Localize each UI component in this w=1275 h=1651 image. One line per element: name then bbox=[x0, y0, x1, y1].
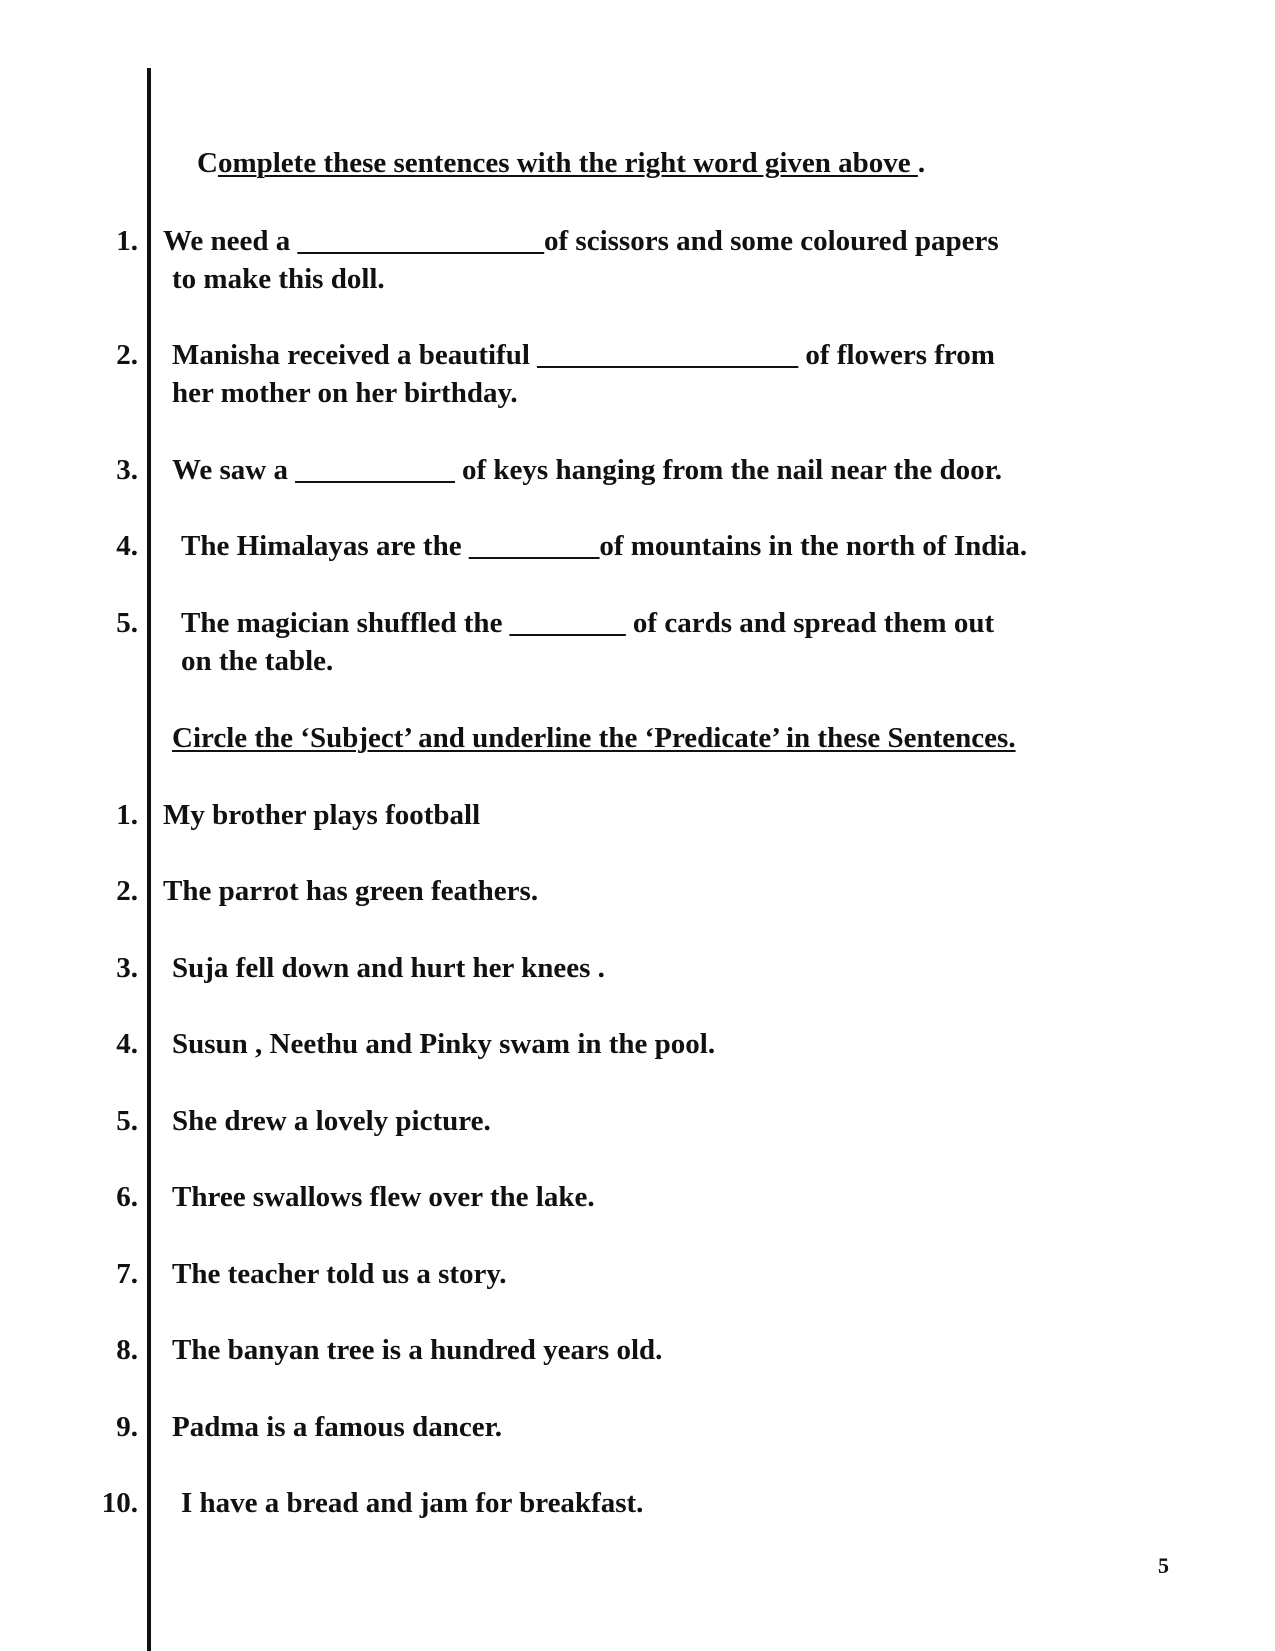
s2-item-text: I have a bread and jam for breakfast. bbox=[181, 1487, 644, 1519]
s1-item-line1: The magician shuffled the ________ of cards and spread them out bbox=[181, 607, 995, 639]
s2-item-text: The banyan tree is a hundred years old. bbox=[172, 1334, 663, 1366]
section2-heading-text: Circle the ‘Subject’ and underline the ‘Predicate’ in these Sentences. bbox=[172, 722, 1016, 754]
s1-item-number: 5. bbox=[116, 607, 138, 639]
s1-item-line1: We need a _________________of scissors and some coloured papers bbox=[163, 225, 999, 257]
s1-item-number: 1. bbox=[116, 225, 138, 257]
s2-item-text: Susun , Neethu and Pinky swam in the pool. bbox=[172, 1028, 716, 1060]
s2-item-number: 1. bbox=[116, 799, 138, 831]
s2-item-number: 6. bbox=[116, 1181, 138, 1213]
s2-item-number: 3. bbox=[116, 952, 138, 984]
section2-heading bbox=[172, 721, 1016, 755]
s1-item-line2: her mother on her birthday. bbox=[172, 377, 518, 409]
s2-item-number: 10. bbox=[101, 1487, 138, 1519]
s1-item-line2: on the table. bbox=[181, 645, 334, 677]
s1-item-line1: The Himalayas are the _________of mountains in the north of India. bbox=[181, 530, 1028, 562]
section1-heading-first-letter: C bbox=[197, 147, 218, 179]
section1-heading bbox=[197, 146, 925, 180]
s2-item-text: Three swallows flew over the lake. bbox=[172, 1181, 595, 1213]
s1-item-line2: to make this doll. bbox=[172, 263, 385, 295]
s2-item-number: 9. bbox=[116, 1411, 138, 1443]
s1-item-number: 4. bbox=[116, 530, 138, 562]
s1-item-line1: We saw a ___________ of keys hanging from the nail near the door. bbox=[172, 454, 1003, 486]
s2-item-text: Suja fell down and hurt her knees . bbox=[172, 952, 605, 984]
page-number: 5 bbox=[1158, 1553, 1169, 1578]
s2-item-number: 2. bbox=[116, 875, 138, 907]
s2-item-text: Padma is a famous dancer. bbox=[172, 1411, 503, 1443]
s1-item-line1: Manisha received a beautiful __________________ of flowers from bbox=[172, 339, 995, 371]
s2-item-text: The teacher told us a story. bbox=[172, 1258, 507, 1290]
s2-item-number: 4. bbox=[116, 1028, 138, 1060]
s2-item-text: My brother plays football bbox=[163, 799, 481, 831]
s2-item-number: 8. bbox=[116, 1334, 138, 1366]
s2-item-text: She drew a lovely picture. bbox=[172, 1105, 491, 1137]
s2-item-number: 5. bbox=[116, 1105, 138, 1137]
left-margin-rule bbox=[147, 68, 151, 1651]
s1-item-number: 3. bbox=[116, 454, 138, 486]
s2-item-text: The parrot has green feathers. bbox=[163, 875, 539, 907]
s2-item-number: 7. bbox=[116, 1258, 138, 1290]
s1-item-number: 2. bbox=[116, 339, 138, 371]
section1-heading-text: omplete these sentences with the right word given above bbox=[217, 147, 918, 179]
section1-heading-end: . bbox=[917, 147, 926, 179]
